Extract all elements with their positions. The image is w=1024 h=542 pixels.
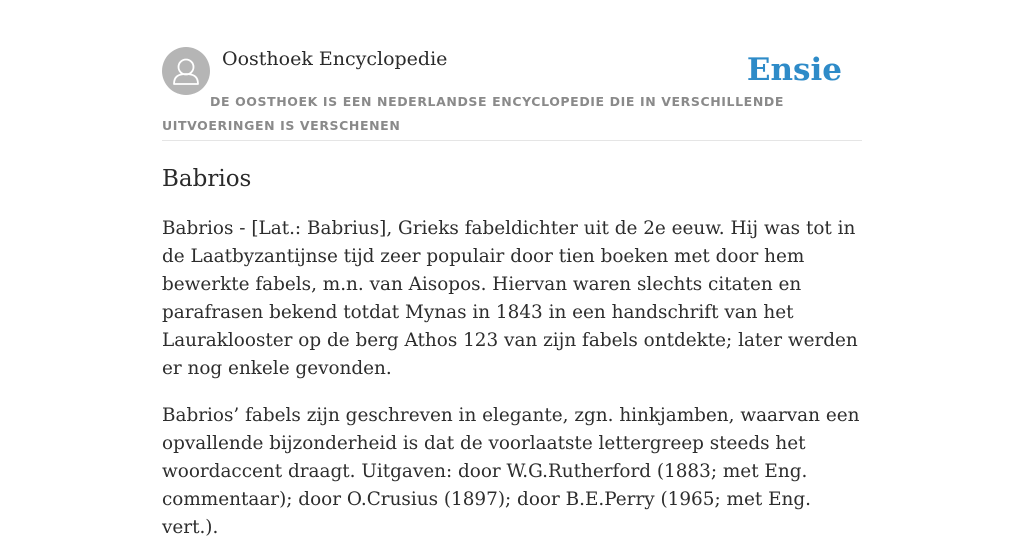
article-paragraph: Babrios - [Lat.: Babrius], Grieks fabeldichter uit de 2e eeuw. Hij was tot in de Laatbyzantijnse tijd zeer populair door tien boeken met door hem bewerkte fabels, m.n. van Aisopos. Hiervan waren slechts citaten en parafrasen bekend totdat Mynas in 1843 in een handschrift van het Lauraklooster op de berg Athos 123 van zijn fabels ontdekte; later werden er nog enkele gevonden. <box>162 218 858 379</box>
article-title: Babrios <box>162 166 252 192</box>
site-tagline: DE OOSTHOEK IS EEN NEDERLANDSE ENCYCLOPEDIE DIE IN VERSCHILLENDE UITVOERINGEN IS VERSCHENEN <box>162 94 784 133</box>
avatar[interactable] <box>162 47 210 95</box>
article <box>162 162 862 542</box>
site-name[interactable]: Oosthoek Encyclopedie <box>222 48 448 70</box>
article-paragraph: Babrios’ fabels zijn geschreven in elegante, zgn. hinkjamben, waarvan een opvallende bijzonderheid is dat de voorlaatste lettergreep steeds het woordaccent draagt. Uitgaven: door W.G.Rutherford (1883; met Eng. commentaar); door O.Crusius (1897); door B.E.Perry (1965; met Eng. vert.). <box>162 405 860 538</box>
site-header <box>162 47 862 141</box>
brand-logo-link[interactable]: Ensie <box>746 52 842 88</box>
user-silhouette-icon <box>162 47 210 95</box>
